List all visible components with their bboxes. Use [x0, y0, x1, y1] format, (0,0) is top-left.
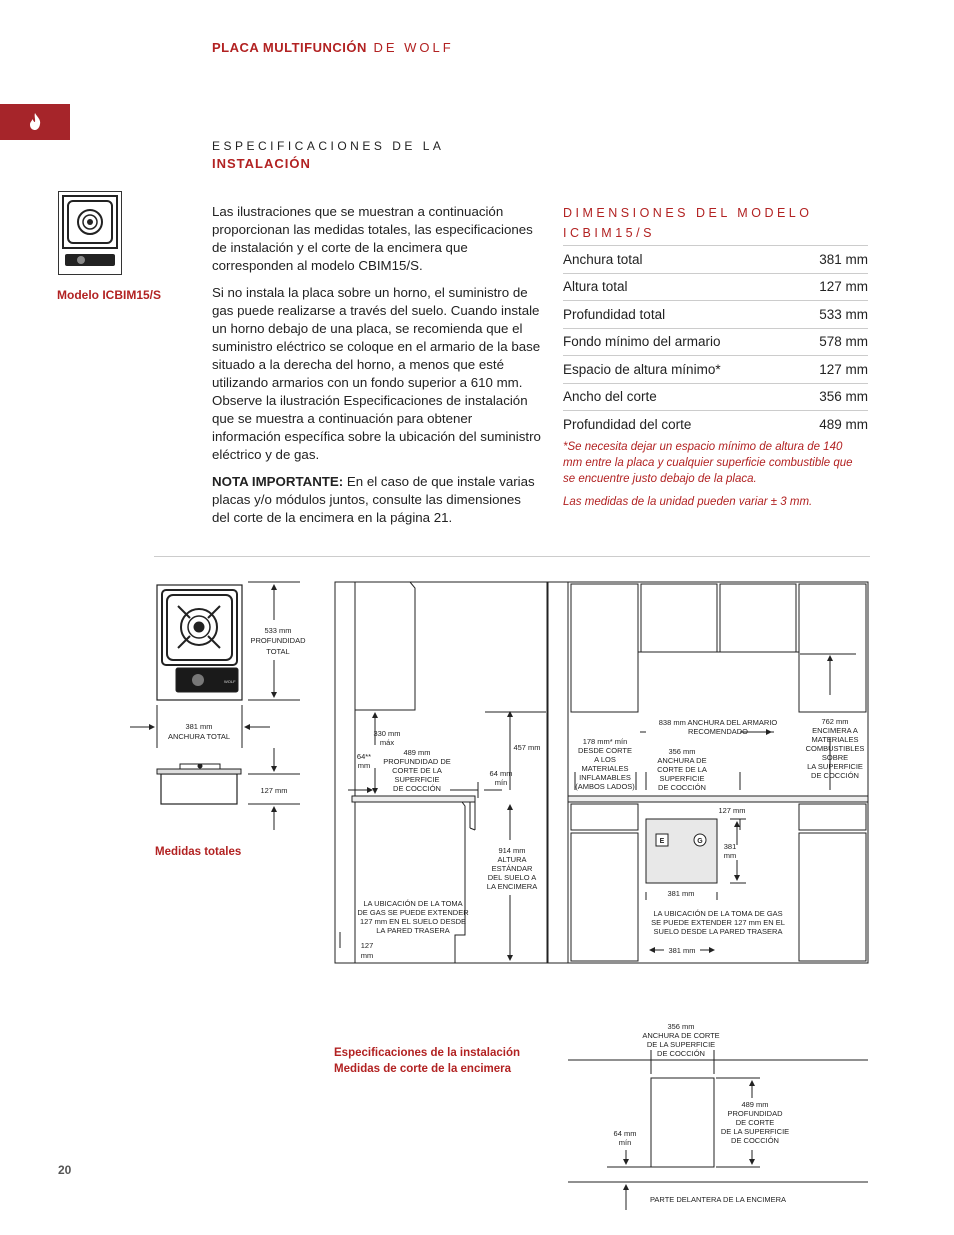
dim-label: DE COCCIÓN	[657, 1049, 705, 1058]
dim-label: DEL SUELO A	[487, 873, 537, 882]
dim-label: máx	[379, 738, 395, 747]
dim-label: 178 mm* mín	[582, 737, 628, 746]
dim-label: 64 mm	[613, 1129, 637, 1138]
gas-note: LA UBICACIÓN DE LA TOMA	[363, 899, 463, 908]
gas-note: LA PARED TRASERA	[376, 926, 450, 935]
model-label: Modelo ICBIM15/S	[57, 288, 162, 302]
dim-label: RECOMENDADO	[687, 727, 749, 736]
dim-label: ESTÁNDAR	[491, 864, 533, 873]
dimension-label: Altura total	[563, 279, 628, 295]
dim-label: mm	[360, 951, 374, 960]
caption-line: Medidas de corte de la encimera	[334, 1063, 512, 1075]
dimension-value: 127 mm	[819, 279, 868, 295]
dim-label: 533 mm	[264, 626, 292, 635]
dimension-label: Profundidad del corte	[563, 416, 692, 432]
important-label: NOTA IMPORTANTE:	[212, 474, 344, 489]
note-clearance: *Se necesita dejar un espacio mínimo de altura de 140 mm entre la placa y cualquier superficie combustible que se encuentre justo debajo de la placa.	[563, 441, 853, 485]
dim-label: SUPERFICIE	[659, 774, 705, 783]
dim-label: 381 mm	[185, 722, 213, 731]
dim-label: DE COCCIÓN	[731, 1136, 779, 1145]
dim-label: mm	[357, 761, 371, 770]
caption-overall: Medidas totales	[155, 846, 242, 858]
dim-label: DE CORTE	[735, 1118, 775, 1127]
dimension-value: 381 mm	[819, 251, 868, 267]
dim-label: LA ENCIMERA	[486, 882, 538, 891]
dim-label: DE COCCIÓN	[811, 771, 859, 780]
logo-text: WOLF	[224, 679, 236, 684]
dim-label: PROFUNDIDAD	[250, 636, 306, 645]
dim-label: DE COCCIÓN	[393, 784, 441, 793]
dim-label: 127 mm	[260, 786, 288, 795]
dim-label: MATERIALES	[581, 764, 629, 773]
dim-label: mín	[618, 1138, 632, 1147]
header-title: PLACA MULTIFUNCIÓN	[212, 40, 367, 55]
dim-label: 838 mm ANCHURA DEL ARMARIO	[658, 718, 778, 727]
gas-label: G	[697, 838, 703, 845]
dim-label: LA SUPERFICIE	[807, 762, 863, 771]
dim-label: mm	[723, 851, 737, 860]
dim-label: COMBUSTIBLES	[805, 744, 865, 753]
electrical-label: E	[659, 838, 665, 845]
edge-label: PARTE DELANTERA DE LA ENCIMERA	[649, 1195, 787, 1204]
dim-label: ANCHURA DE CORTE	[642, 1031, 720, 1040]
dim-label: TOTAL	[266, 647, 290, 656]
dim-label: mín	[494, 778, 508, 787]
dimensions-title: DIMENSIONES DEL MODELO ICBIM15/S	[563, 206, 813, 240]
dim-label: ALTURA	[497, 855, 527, 864]
dimension-label: Fondo mínimo del armario	[563, 334, 721, 350]
section-heading-line1: ESPECIFICACIONES DE LA	[212, 139, 445, 153]
dim-label: CORTE DE LA	[657, 765, 707, 774]
dim-label: 381 mm	[668, 946, 696, 955]
dim-label: INFLAMABLES	[579, 773, 631, 782]
dim-label: DE LA SUPERFICIE	[720, 1127, 790, 1136]
dim-label: ANCHURA TOTAL	[167, 732, 231, 741]
dimension-value: 127 mm	[819, 361, 868, 377]
dimension-label: Profundidad total	[563, 306, 666, 322]
gas-note: DE GAS SE PUEDE EXTENDER	[357, 908, 469, 917]
dim-label: 330 mm	[373, 729, 401, 738]
dimension-value: 578 mm	[819, 334, 868, 350]
dim-label: 457 mm	[513, 743, 541, 752]
dim-label: DESDE CORTE	[577, 746, 633, 755]
gas-note: 127 mm EN EL SUELO DESDE	[359, 917, 467, 926]
dim-label: CORTE DE LA	[392, 766, 442, 775]
dim-label: 762 mm	[821, 717, 849, 726]
dim-label: A LOS	[594, 755, 616, 764]
dim-label: 381 mm	[667, 889, 695, 898]
dimension-label: Anchura total	[563, 251, 643, 267]
dim-label: 914 mm	[498, 846, 526, 855]
dimension-value: 489 mm	[819, 416, 868, 432]
dim-label: 381	[723, 842, 737, 851]
dim-label: 489 mm	[741, 1100, 769, 1109]
dim-label: 127	[360, 941, 374, 950]
dimension-label: Espacio de altura mínimo*	[563, 361, 721, 377]
dimension-value: 533 mm	[819, 306, 868, 322]
paragraph: Las ilustraciones que se muestran a continuación proporcionan las medidas totales, las especificaciones de instalación y el corte de la encimera que corresponden al modelo CBIM15/S.	[212, 204, 533, 273]
dim-label: PROFUNDIDAD	[727, 1109, 783, 1118]
caption-installation	[334, 1045, 520, 1077]
dim-label: 356 mm	[667, 1022, 695, 1031]
dim-label: ANCHURA DE	[657, 756, 707, 765]
dim-label: SUPERFICIE	[394, 775, 440, 784]
gas-note: SUELO DESDE LA PARED TRASERA	[653, 927, 783, 936]
overall-side-view	[157, 764, 241, 804]
page-number: 20	[58, 1163, 72, 1177]
section-heading-line2: INSTALACIÓN	[212, 156, 311, 171]
dim-label: (AMBOS LADOS)	[575, 782, 635, 791]
paragraph: Si no instala la placa sobre un horno, el suministro de gas puede realizarse a través del suelo. Cuando instale un horno debajo de una placa, se recomienda que el suministro eléctrico se coloque en el armario de la base situado a la derecha del horno, a menos que esté utilizando armarios con un fondo superior a 610 mm. Observe la ilustración Especificaciones de instalación que se muestra a continuación para obtener información específica sobre la ubicación del suministro eléctrico y de gas.	[212, 285, 541, 462]
caption-line: Especificaciones de la instalación	[334, 1047, 520, 1059]
dim-label: 356 mm	[668, 747, 696, 756]
dim-label: DE LA SUPERFICIE	[646, 1040, 716, 1049]
gas-note: LA UBICACIÓN DE LA TOMA DE GAS	[653, 909, 783, 918]
header-subtitle: DE WOLF	[366, 40, 454, 55]
dim-label: 127 mm	[718, 806, 746, 815]
dim-label: ENCIMERA A	[812, 726, 858, 735]
note-tolerance: Las medidas de la unidad pueden variar ± 3 mm.	[563, 496, 813, 509]
dimension-value: 356 mm	[819, 389, 868, 405]
dimension-label: Ancho del corte	[563, 389, 657, 405]
dim-label: MATERIALES	[811, 735, 859, 744]
gas-note: SE PUEDE EXTENDER 127 mm EN EL	[651, 918, 785, 927]
dim-label: 64**	[356, 752, 372, 761]
dim-label: 64 mm	[489, 769, 513, 778]
dim-label: SOBRE	[821, 753, 849, 762]
dim-label: DE COCCIÓN	[658, 783, 706, 792]
important-text: En el caso de que instale varias placas y/o módulos juntos, consulte las dimensiones del corte de la encimera en la página 21.	[212, 474, 535, 525]
dim-label: 489 mm	[403, 748, 431, 757]
dim-label: PROFUNDIDAD DE	[383, 757, 451, 766]
